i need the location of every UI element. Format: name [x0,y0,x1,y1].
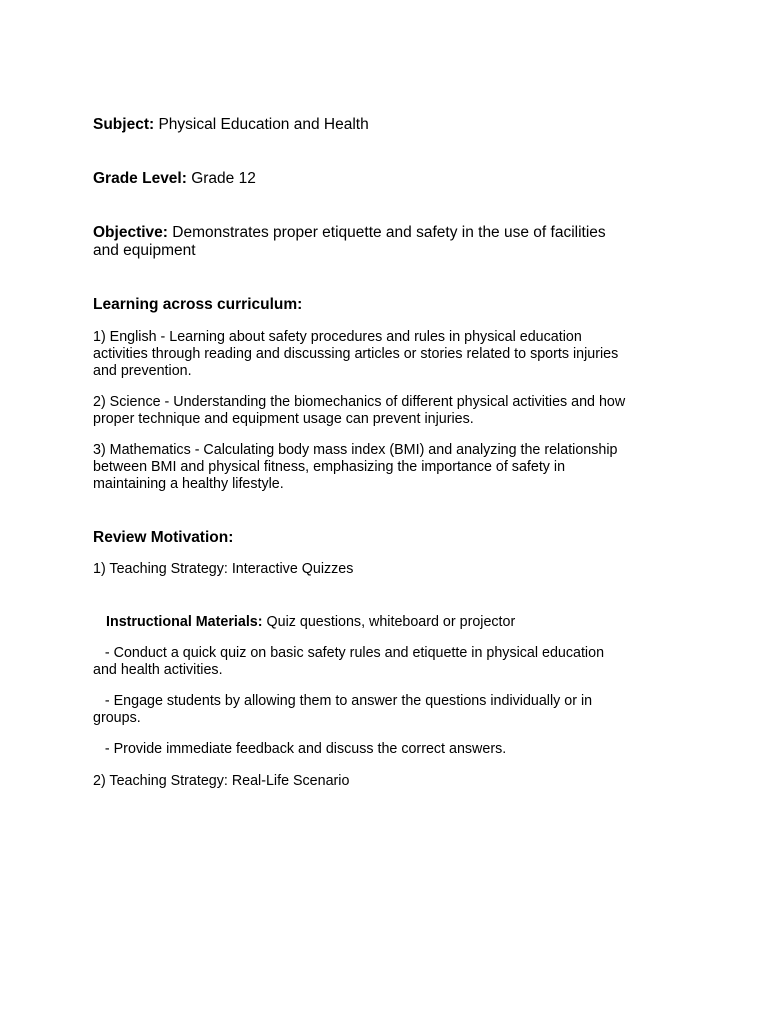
list-item: maintaining a healthy lifestyle. [93,476,284,492]
strategy-2: 2) Teaching Strategy: Real-Life Scenario [93,773,350,789]
list-item: 2) Science - Understanding the biomechanics of different physical activities and how [93,394,626,410]
objective-value-1: Demonstrates proper etiquette and safety in the use of facilities [172,224,606,241]
list-item: activities through reading and discussing articles or stories related to sports injuries [93,346,619,362]
subject-label: Subject: [93,116,155,133]
review-motivation-heading-text: Review Motivation: [93,529,234,546]
grade-level-label: Grade Level: [93,170,187,187]
subject-value: Physical Education and Health [158,116,369,133]
objective-value-2: and equipment [93,242,196,259]
grade-level-line [93,170,683,188]
objective-label: Objective: [93,224,168,241]
subject-line [93,116,683,134]
list-item: 1) English - Learning about safety procedures and rules in physical education [93,329,582,345]
list-item: - Engage students by allowing them to answer the questions individually or in [93,693,593,709]
materials-value: Quiz questions, whiteboard or projector [266,614,516,630]
learning-heading [93,296,683,314]
list-item: proper technique and equipment usage can prevent injuries. [93,411,474,427]
list-item: and health activities. [93,662,223,678]
list-item: between BMI and physical fitness, emphasizing the importance of safety in [93,459,566,475]
materials-label: Instructional Materials: [106,614,263,630]
strategy-1: 1) Teaching Strategy: Interactive Quizzes [93,561,354,577]
review-motivation-heading [93,529,683,547]
list-item: 3) Mathematics - Calculating body mass index (BMI) and analyzing the relationship [93,442,618,458]
instructional-materials-line [106,614,696,631]
objective-line-1 [93,224,683,242]
list-item: groups. [93,710,141,726]
grade-level-value: Grade 12 [191,170,256,187]
list-item: and prevention. [93,363,192,379]
objective-line-2 [93,242,683,260]
list-item: - Provide immediate feedback and discuss the correct answers. [93,741,507,757]
list-item: - Conduct a quick quiz on basic safety rules and etiquette in physical education [93,645,605,661]
learning-heading-text: Learning across curriculum: [93,296,303,313]
